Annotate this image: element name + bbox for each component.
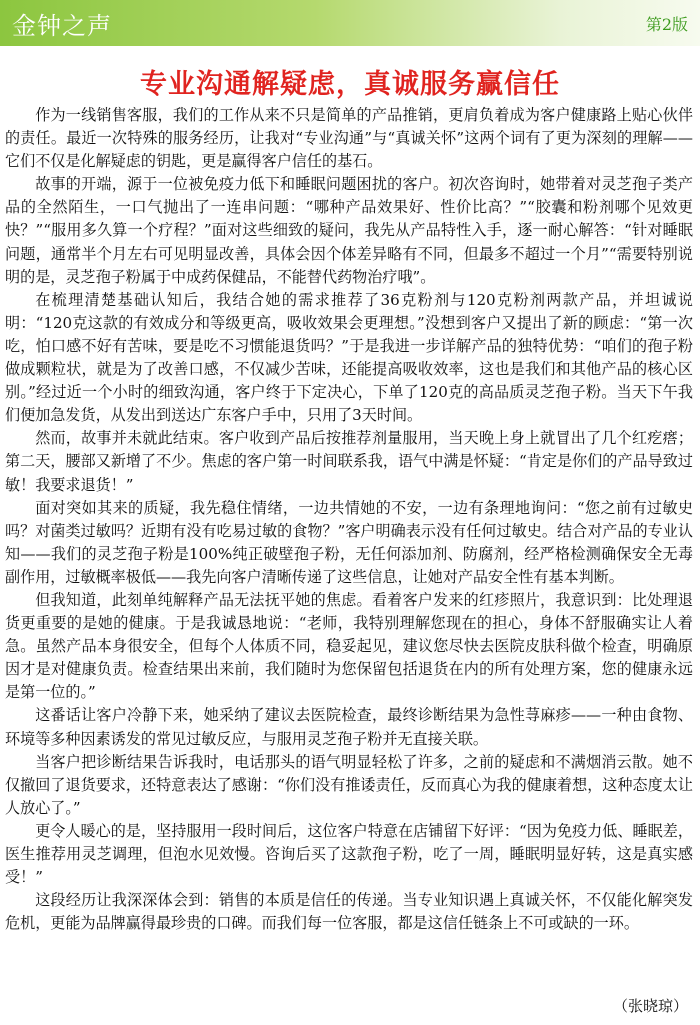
paragraph: 这番话让客户冷静下来，她采纳了建议去医院检查，最终诊断结果为急性荨麻疹——一种由食物、环境等多种因素诱发的常见过敏反应，与服用灵芝孢子粉并无直接关联。	[5, 706, 693, 748]
paragraph: 面对突如其来的质疑，我先稳住情绪，一边共情她的不安，一边有条理地询问：“您之前有过敏史吗？对菌类过敏吗？近期有没有吃易过敏的食物？”客户明确表示没有任何过敏史。结合对产品的专业认知——我们的灵芝孢子粉是100%纯正破壁孢子粉，无任何添加剂、防腐剂，经严格检测确保安全无毒副作用，过敏概率极低——我先向客户清晰传递了这些信息，让她对产品安全性有基本判断。	[5, 498, 693, 586]
masthead-banner	[0, 0, 700, 46]
paragraph: 这段经历让我深深体会到：销售的本质是信任的传递。当专业知识遇上真诚关怀，不仅能化解突发危机，更能为品牌赢得最珍贵的口碑。而我们每一位客服，都是这信任链条上不可或缺的一环。	[5, 891, 693, 933]
author-byline: （张晓琼）	[612, 997, 688, 1015]
paragraph: 作为一线销售客服，我们的工作从来不只是简单的产品推销，更肩负着成为客户健康路上贴心伙伴的责任。最近一次特殊的服务经历，让我对“专业沟通”与“真诚关怀”这两个词有了更为深刻的理解——它们不仅是化解疑虑的钥匙，更是赢得客户信任的基石。	[5, 106, 693, 171]
masthead-title: 金钟之声	[12, 12, 112, 40]
paragraph: 但我知道，此刻单纯解释产品无法抚平她的焦虑。看着客户发来的红疹照片，我意识到：比处理退货更重要的是她的健康。于是我诚恳地说：“老师，我特别理解您现在的担心，身体不舒服确实让人着急。虽然产品本身很安全，但每个人体质不同，稳妥起见，建议您尽快去医院皮肤科做个检查，明确原因才是对健康负责。检查结果出来前，我们随时为您保留包括退货在内的所有处理方案，您的健康永远是第一位的。”	[5, 590, 693, 702]
paragraph: 然而，故事并未就此结束。客户收到产品后按推荐剂量服用，当天晚上身上就冒出了几个红疙瘩；第二天，腰部又新增了不少。焦虑的客户第一时间联系我，语气中满是怀疑：“肯定是你们的产品导致过敏！我要求退货！”	[5, 429, 693, 494]
paragraph: 故事的开端，源于一位被免疫力低下和睡眠问题困扰的客户。初次咨询时，她带着对灵芝孢子类产品的全然陌生，一口气抛出了一连串问题：“哪种产品效果好、性价比高？”“胶囊和粉剂哪个见效更快？”“服用多久算一个疗程？”面对这些细致的疑问，我先从产品特性入手，逐一耐心解答：“针对睡眠问题，通常半个月左右可见明显改善，具体会因个体差异略有不同，但最多不超过一个月”“需要特别说明的是，灵芝孢子粉属于中成药保健品，不能替代药物治疗哦”。	[5, 175, 693, 286]
paragraph: 当客户把诊断结果告诉我时，电话那头的语气明显轻松了许多，之前的疑虑和不满烟消云散。她不仅撤回了退货要求，还特意表达了感谢：“你们没有推诿责任，反而真心为我的健康着想，这种态度太让人放心了。”	[5, 752, 693, 817]
paragraph: 更令人暖心的是，坚持服用一段时间后，这位客户特意在店铺留下好评：“因为免疫力低、睡眠差，医生推荐用灵芝调理，但泡水见效慢。咨询后买了这款孢子粉，吃了一周，睡眠明显好转，这是真实感受！”	[5, 821, 693, 887]
paragraph: 在梳理清楚基础认知后，我结合她的需求推荐了36克粉剂与120克粉剂两款产品，并坦诚说明：“120克这款的有效成分和等级更高，吸收效果会更理想。”没想到客户又提出了新的顾虑：“第一次吃，怕口感不好有苦味，要是吃不习惯能退货吗？”于是我进一步详解产品的独特优势：“咱们的孢子粉做成颗粒状，就是为了改善口感，不仅减少苦味，还能提高吸收效率，这也是我们和其他产品的核心区别。”经过近一个小时的细致沟通，客户终于下定决心，下单了120克的高品质灵芝孢子粉。当天下午我们便加急发货，从发出到送达广东客户手中，只用了3天时间。	[5, 290, 693, 425]
article-title: 专业沟通解疑虑，真诚服务赢信任	[140, 69, 560, 100]
edition-label: 第2版	[645, 15, 688, 34]
article-body	[5, 104, 693, 935]
